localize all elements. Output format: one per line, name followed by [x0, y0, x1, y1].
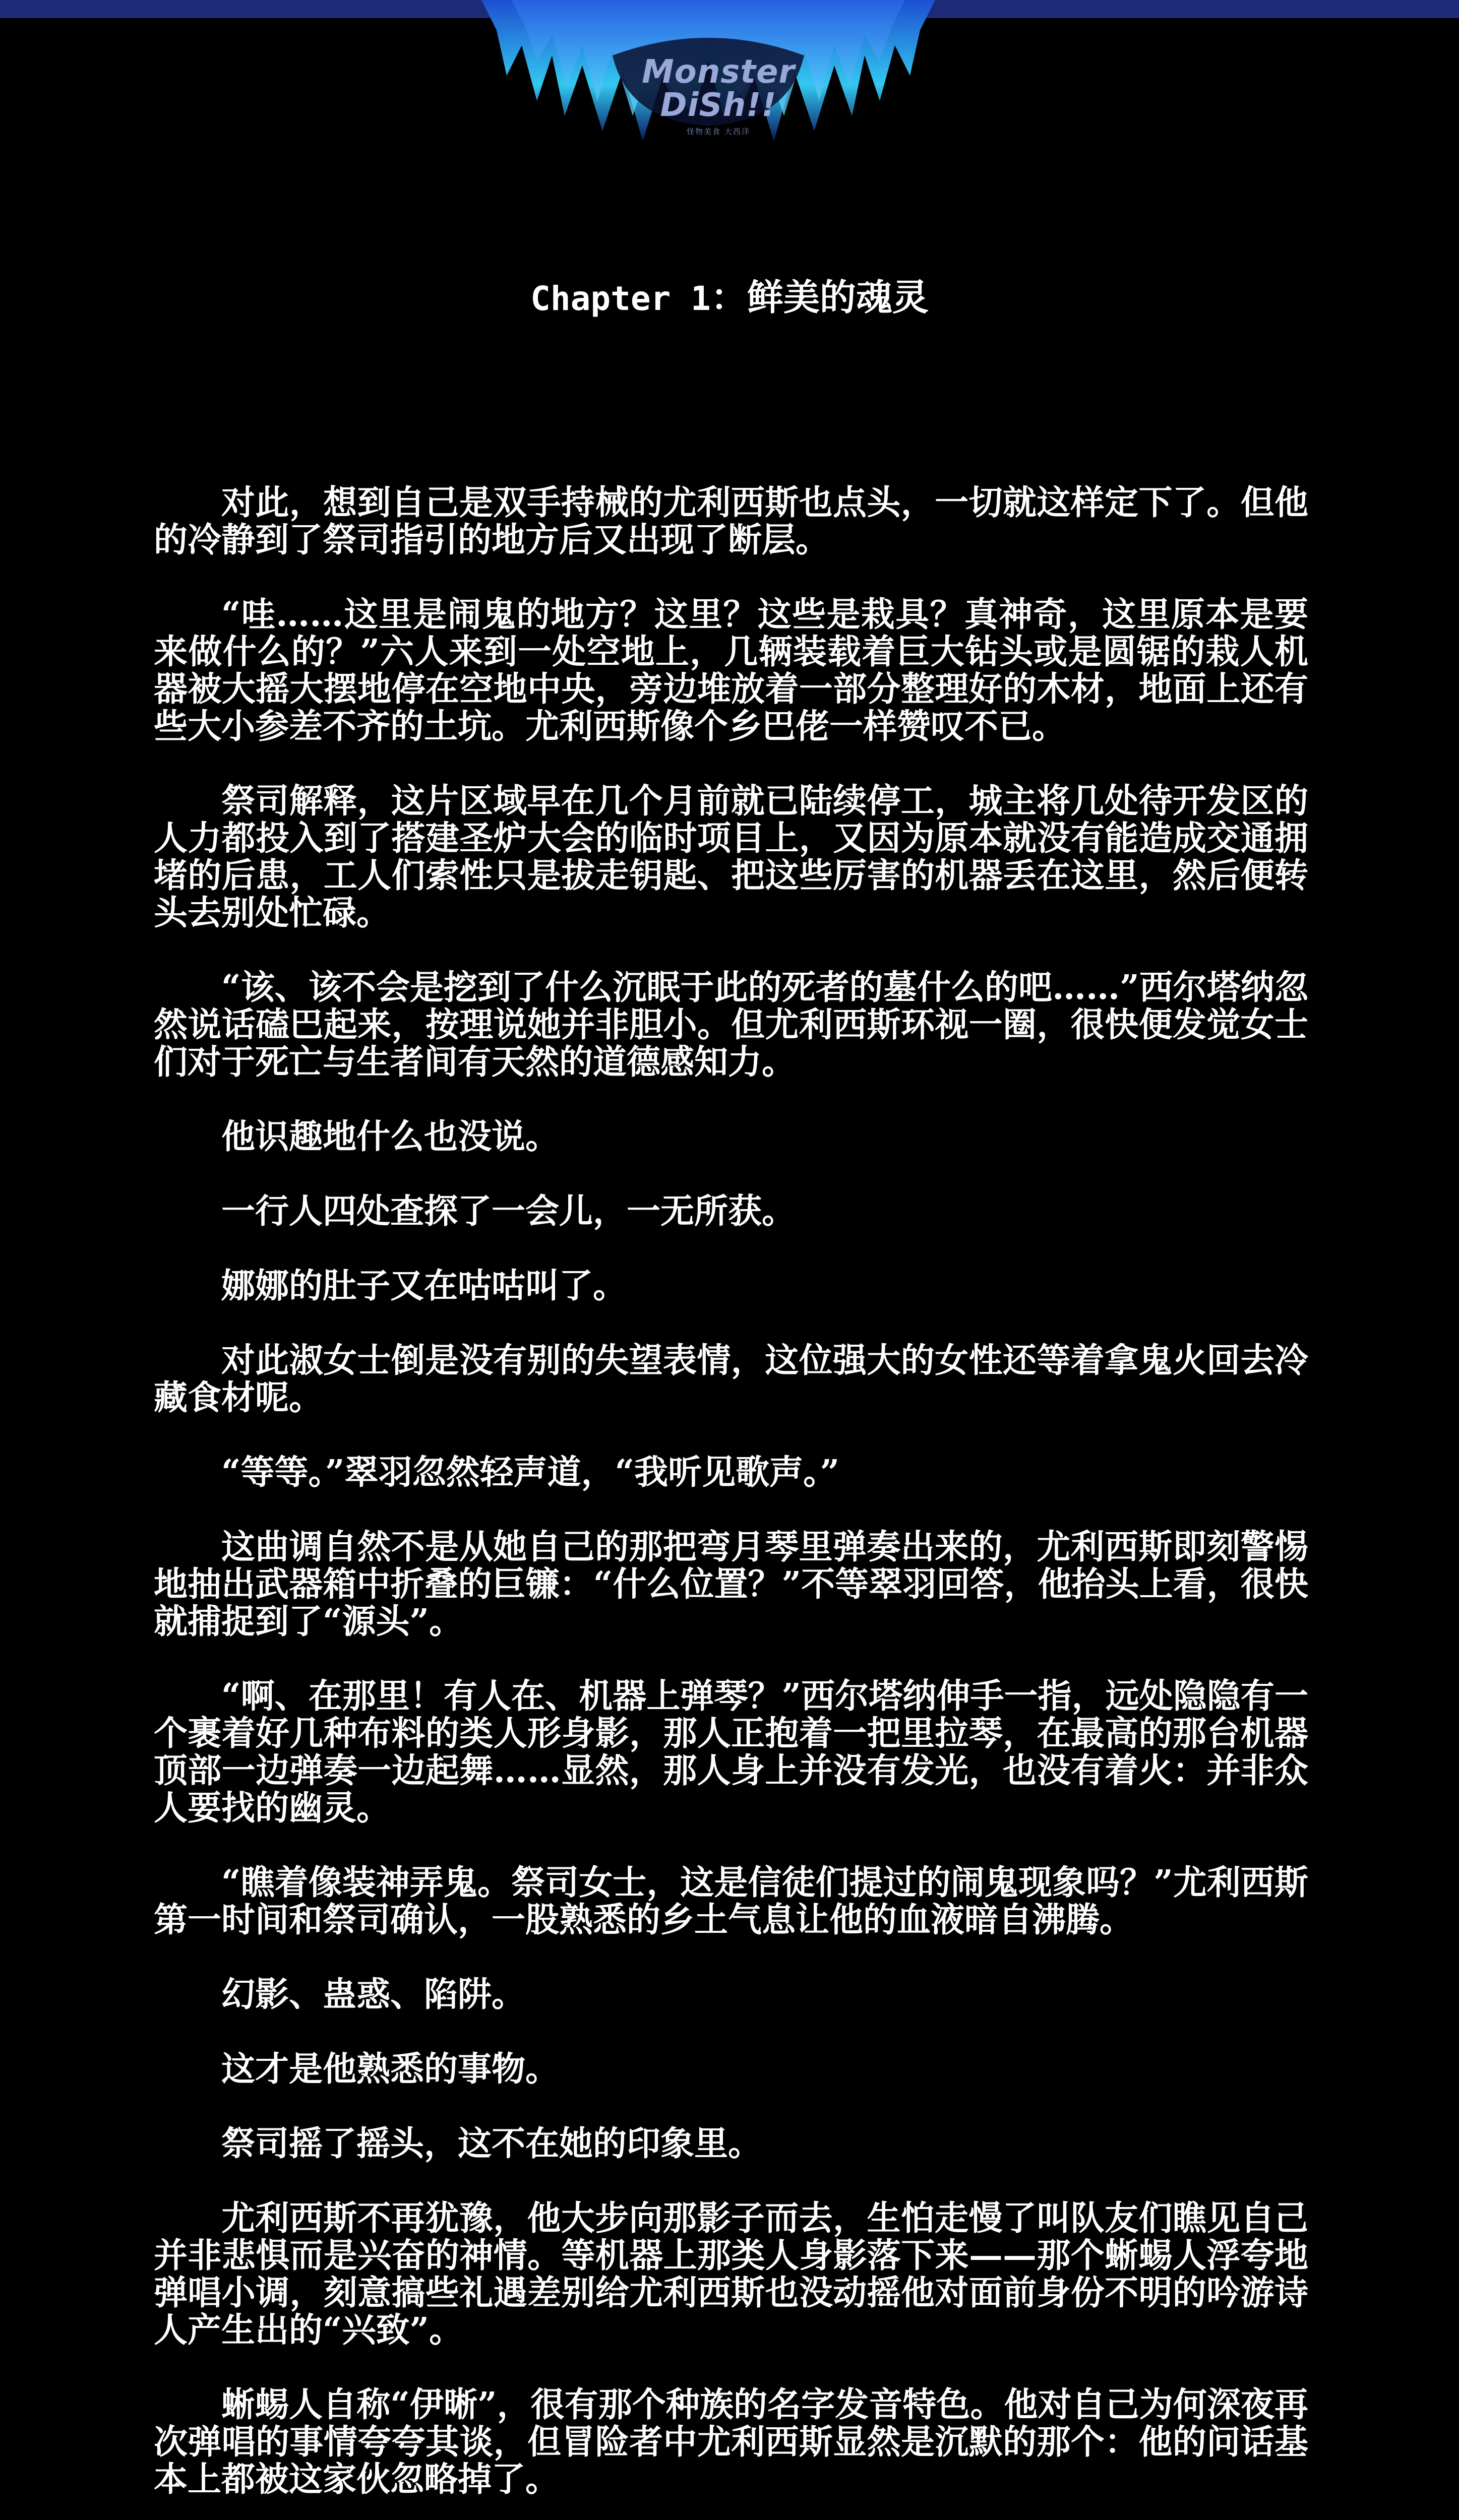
paragraph: 蜥蜴人自称“伊晰”，很有那个种族的名字发音特色。他对自己为何深夜再次弹唱的事情夸夸其谈，但冒险者中尤利西斯显然是沉默的那个：他的问话基本上都被这家伙忽略掉了。 [154, 2384, 1308, 2499]
logo-subtitle: 怪物美食 大西洋 [687, 127, 750, 136]
logo-title-line1: Monster [642, 53, 795, 91]
paragraph: 他识趣地什么也没说。 [221, 1116, 559, 1156]
paragraph: 尤利西斯不再犹豫，他大步向那影子而去，生怕走慢了叫队友们瞧见自己并非悲惧而是兴奋的神情。等机器上那类人身影落下来——那个蜥蜴人浮夸地弹唱小调，刻意搞些礼遇差别给尤利西斯也没动摇他对面前身份不明的吟游诗人产生出的“兴致”。 [154, 2198, 1308, 2350]
paragraph: 祭司摇了摇头，这不在她的印象里。 [221, 2123, 762, 2163]
logo-title-line2: DiSh!! [660, 87, 777, 124]
paragraph: 祭司解释，这片区域早在几个月前就已陆续停工，城主将几处待开发区的人力都投入到了搭建圣炉大会的临时项目上，又因为原本就没有能造成交通拥堵的后患，工人们索性只是拔走钥匙、把这些厉害的机器丢在这里，然后便转头去别处忙碌。 [154, 781, 1308, 932]
paragraph: “哇……这里是闹鬼的地方？这里？这些是栽具？真神奇，这里原本是要来做什么的？”六人来到一处空地上，几辆装载着巨大钻头或是圆锯的栽人机器被大摇大摆地停在空地中央，旁边堆放着一部分整理好的木材，地面上还有些大小参差不齐的土坑。尤利西斯像个乡巴佬一样赞叹不已。 [154, 594, 1308, 746]
paragraph: “该、该不会是挖到了什么沉眠于此的死者的墓什么的吧……”西尔塔纳忽然说话磕巴起来，按理说她并非胆小。但尤利西斯环视一圈，很快便发觉女士们对于死亡与生者间有天然的道德感知力。 [154, 967, 1308, 1082]
paragraph: “啊、在那里！有人在、机器上弹琴？”西尔塔纳伸手一指，远处隐隐有一个裹着好几种布料的类人形身影，那人正抱着一把里拉琴，在最高的那台机器顶部一边弹奏一边起舞……显然，那人身上并没有发光，也没有着火：并非众人要找的幽灵。 [154, 1676, 1308, 1828]
paragraph: 对此，想到自己是双手持械的尤利西斯也点头，一切就这样定下了。但他的冷静到了祭司指引的地方后又出现了断层。 [154, 482, 1308, 559]
series-logo [481, 0, 935, 146]
paragraph: 娜娜的肚子又在咕咕叫了。 [221, 1266, 627, 1305]
chapter-heading [0, 272, 1459, 324]
paragraph: 这曲调自然不是从她自己的那把弯月琴里弹奏出来的，尤利西斯即刻警惕地抽出武器箱中折叠的巨镰：“什么位置？”不等翠羽回答，他抬头上看，很快就捕捉到了“源头”。 [154, 1527, 1308, 1641]
chapter-separator: ： [710, 276, 747, 319]
paragraph: 这才是他熟悉的事物。 [221, 2049, 559, 2089]
paragraph: “瞧着像装神弄鬼。祭司女士，这是信徒们提过的闹鬼现象吗？”尤利西斯第一时间和祭司确认，一股熟悉的乡土气息让他的血液暗自沸腾。 [154, 1862, 1308, 1939]
chapter-label: Chapter 1 [530, 279, 711, 318]
paragraph: “等等。”翠羽忽然轻声道，“我听见歌声。” [221, 1452, 840, 1492]
logo-title [633, 55, 804, 122]
chapter-body [154, 484, 1308, 2520]
paragraph: 一行人四处查探了一会儿，一无所获。 [221, 1191, 796, 1231]
paragraph: 幻影、蛊惑、陷阱。 [221, 1974, 525, 2014]
chapter-title: 鲜美的魂灵 [747, 276, 929, 319]
paragraph: 对此淑女士倒是没有别的失望表情，这位强大的女性还等着拿鬼火回去冷藏食材呢。 [154, 1340, 1308, 1417]
